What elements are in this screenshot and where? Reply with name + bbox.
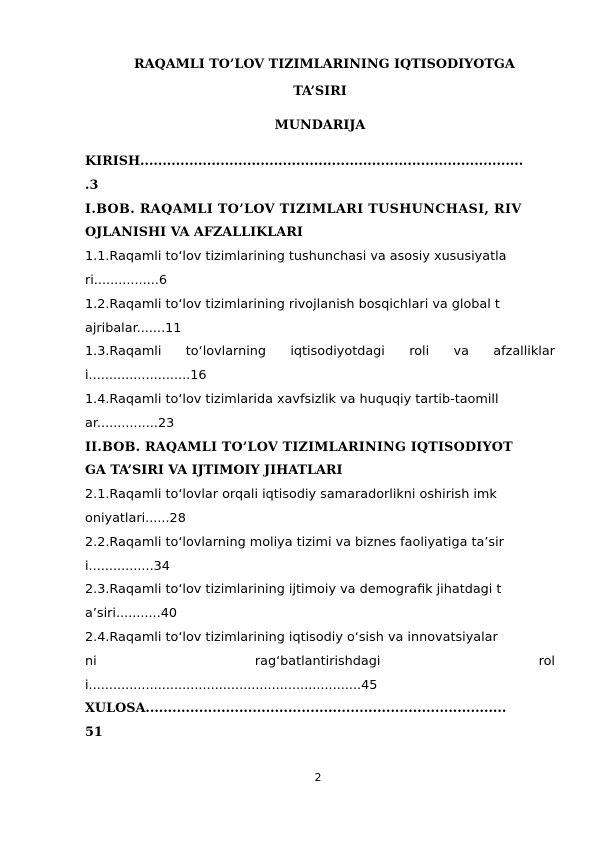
toc-line-chapter-2-cont: GA TA’SIRI VA IJTIMOIY JIHATLARI (85, 463, 343, 479)
toc-line-1-1-page: ri................6 (85, 272, 168, 288)
toc-line-1-3 (85, 340, 555, 364)
toc-line-intro-page: .3 (85, 177, 99, 193)
toc-line-2-3: 2.3.Raqamli to‘lov tizimlarining ijtimoiy va demografik jihatdagi t (85, 582, 502, 598)
toc-line-1-1: 1.1.Raqamli to‘lov tizimlarining tushunchasi va asosiy xususiyatla (85, 249, 507, 265)
toc-line-chapter-1-cont: OJLANISHI VA AFZALLIKLARI (85, 225, 303, 241)
toc-line-1-3-page: i.........................16 (85, 368, 207, 384)
toc-line-2-4-cont (85, 650, 555, 674)
toc-word: roli (409, 344, 430, 360)
toc-word: to‘lovlarning (185, 344, 266, 360)
toc-word: ni (85, 653, 97, 669)
toc-word: rag‘batlantirishdagi (254, 653, 381, 669)
toc-line-1-2-page: ajribalar.......11 (85, 320, 182, 336)
toc-line-chapter-2: II.BOB. RAQAMLI TO’LOV TIZIMLARINING IQTISODIYOT (85, 439, 513, 455)
toc-line-conclusion: XULOSA................................................................................. (85, 701, 507, 717)
toc-line-conclusion-page: 51 (85, 725, 103, 741)
document-title-line-1: RAQAMLI TO’LOV TIZIMLARINING IQTISODIYOTGA (134, 57, 515, 72)
toc-word: 1.3.Raqamli (85, 344, 162, 360)
toc-word: va (453, 344, 469, 360)
toc-line-1-4-page: ar...............23 (85, 415, 175, 431)
toc-line-2-3-page: a’siri...........40 (85, 606, 177, 622)
toc-word: iqtisodiyotdagi (290, 344, 385, 360)
toc-line-chapter-1: I.BOB. RAQAMLI TO’LOV TIZIMLARI TUSHUNCHASI, RIV (85, 201, 522, 217)
toc-line-2-4: 2.4.Raqamli to‘lov tizimlarining iqtisodiy o‘sish va innovatsiyalar (85, 629, 498, 645)
page-number: 2 (314, 771, 322, 784)
toc-heading: MUNDARIJA (274, 118, 366, 133)
toc-line-intro: KIRISH...................................................................................... (85, 154, 524, 169)
table-of-contents (85, 150, 555, 745)
toc-line-2-1: 2.1.Raqamli to‘lovlar orqali iqtisodiy samaradorlikni oshirish imk (85, 487, 497, 503)
toc-line-1-2: 1.2.Raqamli to‘lov tizimlarining rivojlanish bosqichlari va global t (85, 296, 500, 312)
toc-line-1-4: 1.4.Raqamli to‘lov tizimlarida xavfsizlik va huquqiy tartib-taomill (85, 391, 499, 407)
toc-word: rol (538, 653, 555, 669)
toc-line-2-2: 2.2.Raqamli to‘lovlarning moliya tizimi va biznes faoliyatiga ta’sir (85, 534, 504, 550)
toc-line-2-1-page: oniyatlari......28 (85, 510, 186, 526)
toc-word: afzalliklar (493, 344, 555, 360)
toc-line-2-2-page: i................34 (85, 558, 170, 574)
toc-line-2-4-page: i...................................................................45 (85, 677, 378, 693)
document-title-line-2: TA’SIRI (293, 84, 347, 99)
